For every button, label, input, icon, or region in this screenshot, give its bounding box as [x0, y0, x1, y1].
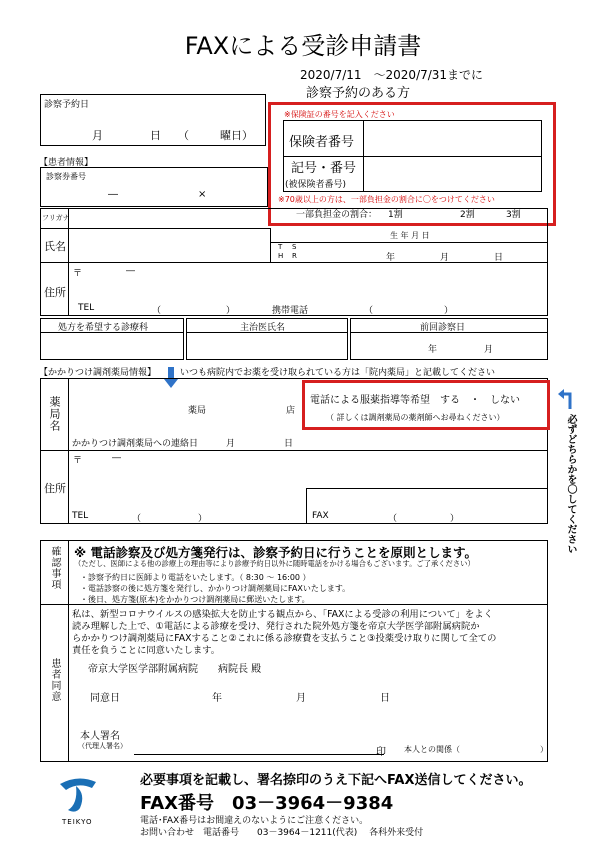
patient-section-title: 【患者情報】 [38, 155, 94, 168]
footer-caution: 電話･FAX番号はお間違えのないようにご注意ください。 [140, 816, 369, 826]
pharmacy-address-label: 住所 [44, 482, 66, 495]
rx-dept-label: 処方を希望する診療科 [58, 323, 149, 333]
birth-label: 生 年 月 日 [390, 231, 430, 240]
pharmacy-tel-close: ） [198, 514, 208, 524]
consent-addressee: 帝京大学医学部附属病院 病院長 殿 [88, 664, 262, 675]
tel-guidance-choice[interactable]: 電話による服薬指導等希望 する ・ しない [310, 395, 520, 406]
tel-paren-open: （ [152, 306, 162, 316]
confirm-item-2: ・電話診察の後に処方箋を発行し、かかりつけ調剤薬局にFAXいたします。 [80, 584, 351, 593]
confirm-main: ※ 電話診察及び処方箋発行は、診察予約日に行うことを原則とします。 [74, 545, 478, 560]
insurance-note: ※保険証の番号を記入ください [284, 110, 395, 119]
period-sub: 診察予約のある方 [306, 86, 411, 101]
doctor-label: 主治医氏名 [240, 323, 286, 333]
confirm-item-3: ・後日、処方箋(原本)をかかりつけ調剤薬局に郵送いたします。 [80, 595, 310, 604]
insurer-number-label: 保険者番号 [289, 135, 355, 150]
birth-year: 年 [386, 253, 396, 263]
card-number-label: 診察券番号 [46, 172, 86, 181]
contact-date-label: かかりつけ調剤薬局への連絡日 [72, 439, 199, 449]
last-visit-month: 月 [484, 345, 494, 355]
over70-note: ※70歳以上の方は、一部負担金の割合に〇をつけてください [278, 195, 495, 204]
pharmacy-postal-mark: 〒 [73, 456, 83, 466]
pharmacy-address-field[interactable] [69, 451, 547, 487]
insured-number-label: (被保険者番号) [285, 180, 347, 190]
signature-label: 本人署名 [80, 731, 120, 742]
appt-day: 日 [150, 129, 161, 142]
consent-date-label: 同意日 [90, 693, 120, 704]
consent-date-field[interactable] [69, 680, 547, 706]
relation-close: ） [540, 745, 548, 754]
tel-guidance-sub: （ 詳しくは調剤薬局の薬剤師へお尋ねください） [326, 413, 505, 422]
burden-option-1[interactable]: 1割 [388, 210, 403, 220]
appt-youbi: 曜日） [220, 129, 253, 142]
era-h[interactable]: H [278, 252, 284, 260]
card-sep-2: × [198, 189, 207, 200]
symbol-number-field[interactable] [364, 157, 541, 191]
appt-paren: （ [178, 129, 189, 142]
era-s[interactable]: S [292, 243, 297, 251]
pharmacy-postal-sep: ― [112, 453, 121, 463]
address-label: 住所 [44, 286, 66, 299]
era-r[interactable]: R [292, 252, 297, 260]
era-t[interactable]: T [278, 243, 283, 251]
must-circle-note: 必ずどちらかを〇してください [565, 414, 576, 554]
furigana-label: フリガナ [42, 214, 70, 222]
confirm-item-1: ・診察予約日に医師より電話をいたします。（ 8:30 ～ 16:00 ） [80, 573, 311, 582]
consent-line-1: 私は、新型コロナウイルスの感染拡大を防止する観点から、「FAXによる受診の利用について」をよく [72, 609, 493, 620]
pharmacy-note: いつも病院内でお薬を受け取られている方は「院内薬局」と記載してください [180, 368, 496, 378]
burden-option-3[interactable]: 3割 [506, 210, 521, 220]
name-field[interactable] [69, 229, 269, 261]
insurer-number-field[interactable] [364, 121, 541, 156]
consent-day: 日 [380, 693, 390, 704]
contact-day: 日 [284, 439, 294, 449]
pharmacy-section-title: 【かかりつけ調剤薬局情報】 [38, 365, 157, 378]
period-text: 2020/7/11 ～2020/7/31までに [300, 68, 484, 82]
curved-arrow-icon [558, 388, 572, 410]
mobile-label: 携帯電話 [272, 306, 309, 316]
pharmacy-fax-open: （ [388, 514, 398, 524]
seal-mark: 印 [376, 747, 386, 758]
mobile-paren-open: （ [364, 306, 374, 316]
appt-month: 月 [92, 129, 103, 142]
burden-option-2[interactable]: 2割 [460, 210, 475, 220]
pharmacy-tel-open: （ [132, 514, 142, 524]
pharmacy-name-label: 薬局名 [48, 396, 61, 432]
consent-label: 患者同意 [49, 658, 60, 702]
birth-month: 月 [440, 253, 450, 263]
last-visit-year: 年 [428, 345, 438, 355]
tel-paren-close: ） [226, 306, 236, 316]
pharmacy-fax-close: ） [450, 514, 460, 524]
footer-inquiry: お問い合わせ 電話番号 03－3964－1211(代表) 各科外来受付 [140, 828, 424, 838]
furigana-field[interactable] [69, 209, 547, 227]
pharmacy-name-field[interactable] [69, 379, 299, 429]
yakkyoku-label: 薬局 [188, 406, 207, 416]
teikyo-logo-text: TEIKYO [62, 818, 93, 826]
confirm-sub: （ただし、医師による他の診療上の理由等により診療予約日以外に随時電話をかける場合もございます。ご了承ください） [74, 559, 475, 568]
card-sep-1: ― [108, 189, 118, 200]
consent-year: 年 [212, 693, 222, 704]
consent-line-2: 読み理解した上で、①電話による診療を受け、発行された院外処方箋を帝京大学医学部附属病院か [72, 621, 480, 632]
last-visit-label: 前回診察日 [420, 323, 466, 333]
relation-label: 本人との関係（ [404, 745, 460, 754]
signature-field[interactable] [134, 720, 384, 754]
address-field[interactable] [69, 263, 547, 301]
pharmacy-tel-label: TEL [72, 511, 89, 521]
teikyo-logo-icon [56, 770, 100, 816]
consent-line-4: 責任を負うことに同意いたします。 [72, 645, 221, 656]
ten-label: 店 [286, 406, 296, 416]
mobile-paren-close: ） [444, 306, 454, 316]
footer-fax: FAX番号 03－3964－9384 [140, 793, 394, 814]
consent-line-3: らかかりつけ調剤薬局にFAXすること②これに係る診療費を支払うこと③投薬受け取りに関して全ての [72, 633, 497, 644]
postal-sep: ― [126, 266, 135, 276]
confirm-label: 確認事項 [49, 546, 60, 590]
consent-month: 月 [296, 693, 306, 704]
contact-month: 月 [226, 439, 236, 449]
proxy-label: （代理人署名） [78, 742, 127, 750]
burden-label: 一部負担金の割合： [296, 210, 378, 220]
tel-label: TEL [78, 303, 95, 313]
pharmacy-fax-label: FAX [312, 511, 329, 521]
page-title: FAXによる受診申請書 [184, 32, 422, 60]
name-label: 氏名 [44, 240, 66, 253]
symbol-number-label: 記号・番号 [291, 161, 357, 176]
postal-mark: 〒 [73, 269, 83, 279]
appointment-date-label: 診察予約日 [44, 100, 90, 110]
birth-day: 日 [494, 253, 504, 263]
footer-instruction: 必要事項を記載し、署名捺印のうえ下記へFAX送信してください。 [140, 773, 532, 788]
